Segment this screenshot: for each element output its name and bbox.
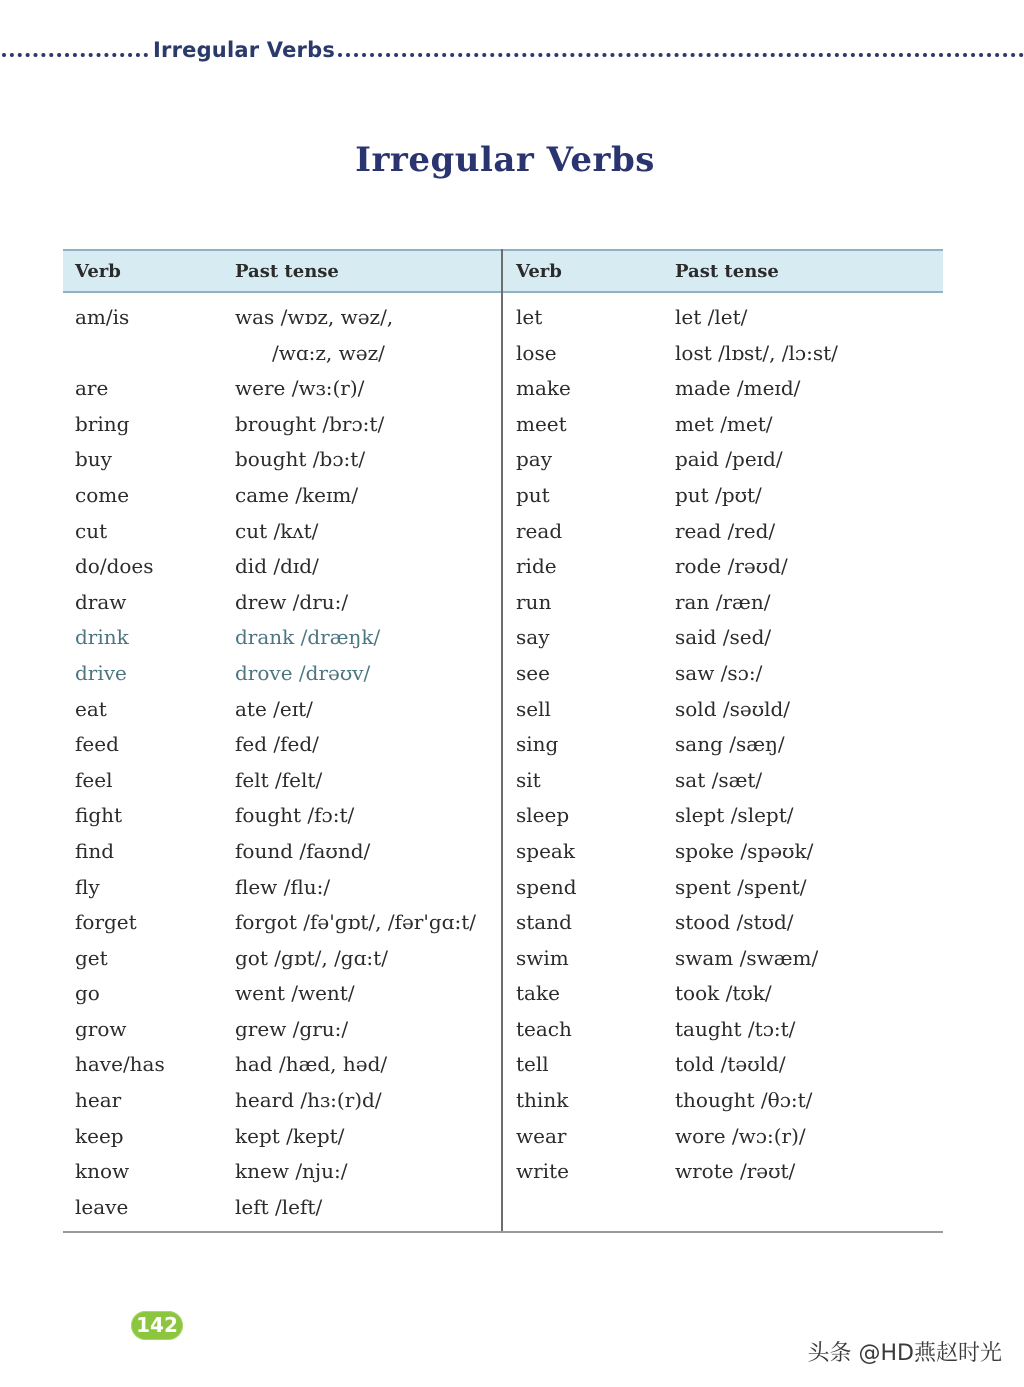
past-tense-cell: slept /slept/	[675, 803, 794, 828]
right-verb-column	[516, 302, 577, 1192]
column-header-verb-right: Verb	[516, 261, 562, 282]
past-tense-cell: saw /sɔ:/	[675, 660, 763, 685]
past-tense-cell: rode /rəʊd/	[675, 554, 788, 579]
past-tense-cell: read /red/	[675, 518, 776, 543]
past-tense-cell: got /gɒt/, /gɑ:t/	[235, 945, 388, 970]
verb-cell: meet	[516, 411, 567, 436]
past-tense-cell: sang /sæŋ/	[675, 732, 785, 757]
running-header	[0, 38, 1024, 68]
past-tense-cell: brought /brɔ:t/	[235, 411, 385, 436]
past-tense-cell: fed /fed/	[235, 732, 319, 757]
verb-cell: forget	[75, 910, 137, 935]
column-header-past-tense-right: Past tense	[675, 261, 779, 282]
dotted-rule-left	[2, 53, 148, 57]
verb-cell: leave	[75, 1194, 129, 1219]
past-tense-cell: forgot /fə'gɒt/, /fər'gɑ:t/	[235, 910, 476, 935]
verb-cell: read	[516, 518, 563, 543]
verb-cell: grow	[75, 1016, 127, 1041]
past-tense-cell: sat /sæt/	[675, 767, 763, 792]
table-header	[63, 249, 943, 293]
verb-cell: feed	[75, 732, 119, 757]
verb-cell: lose	[516, 340, 557, 365]
verb-cell: fly	[75, 874, 100, 899]
table-bottom-rule	[63, 1231, 943, 1233]
verb-cell: write	[516, 1159, 569, 1184]
past-tense-cell: were /wɜ:(r)/	[235, 376, 365, 401]
past-tense-cell: put /pʊt/	[675, 482, 762, 507]
past-tense-cell: took /tʊk/	[675, 981, 772, 1006]
past-tense-cell: knew /nju:/	[235, 1159, 348, 1184]
verb-cell: wear	[516, 1123, 567, 1148]
verb-cell: think	[516, 1088, 569, 1113]
past-tense-cell: stood /stʊd/	[675, 910, 794, 935]
verb-cell: keep	[75, 1123, 124, 1148]
watermark: 头条 @HD燕赵时光	[807, 1341, 1002, 1366]
verb-cell: see	[516, 660, 550, 685]
past-tense-cell: made /meɪd/	[675, 376, 801, 401]
verb-cell: do/does	[75, 554, 154, 579]
verb-cell: sit	[516, 767, 541, 792]
left-past-tense-column	[235, 302, 476, 1227]
past-tense-cell: met /met/	[675, 411, 773, 436]
running-header-title: Irregular Verbs	[153, 38, 336, 62]
verb-cell: make	[516, 376, 571, 401]
verb-cell: find	[75, 838, 115, 863]
verb-cell: stand	[516, 910, 572, 935]
verb-cell: get	[75, 945, 108, 970]
verb-cell: run	[516, 589, 552, 614]
verb-cell: am/is	[75, 305, 130, 329]
verb-cell	[75, 338, 165, 374]
dotted-rule-right	[338, 53, 1024, 57]
past-tense-cell: did /dɪd/	[235, 554, 319, 579]
past-tense-cell: sold /səʊld/	[675, 696, 791, 721]
past-tense-cell: /wɑ:z, wəz/	[272, 340, 385, 365]
verb-cell: tell	[516, 1052, 549, 1077]
verb-cell: feel	[75, 767, 113, 792]
verb-cell: sell	[516, 696, 551, 721]
verb-cell: drink	[75, 625, 129, 650]
past-tense-cell: taught /tɔ:t/	[675, 1016, 796, 1041]
past-tense-cell: told /təʊld/	[675, 1052, 786, 1077]
past-tense-cell: had /hæd, həd/	[235, 1052, 388, 1077]
verb-cell: pay	[516, 447, 553, 472]
past-tense-cell: drank /dræŋk/	[235, 625, 381, 650]
verb-cell: let	[516, 305, 543, 329]
past-tense-cell: came /keɪm/	[235, 482, 359, 507]
verb-cell: are	[75, 376, 109, 401]
verb-cell: sing	[516, 732, 559, 757]
verb-cell: teach	[516, 1016, 572, 1041]
past-tense-cell: thought /θɔ:t/	[675, 1088, 813, 1113]
past-tense-cell: cut /kʌt/	[235, 518, 319, 543]
past-tense-cell: ran /ræn/	[675, 589, 771, 614]
page-title: Irregular Verbs	[355, 140, 655, 180]
past-tense-cell: found /faʊnd/	[235, 838, 371, 863]
verb-cell: spend	[516, 874, 577, 899]
past-tense-cell: was /wɒz, wəz/,	[235, 305, 394, 329]
past-tense-cell: drew /dru:/	[235, 589, 349, 614]
past-tense-cell: spent /spent/	[675, 874, 807, 899]
past-tense-cell: lost /lɒst/, /lɔ:st/	[675, 340, 838, 365]
past-tense-cell: bought /bɔ:t/	[235, 447, 366, 472]
verb-cell: ride	[516, 554, 557, 579]
verb-cell: drive	[75, 660, 127, 685]
verb-cell: speak	[516, 838, 575, 863]
verb-cell: go	[75, 981, 100, 1006]
past-tense-cell: wore /wɔ:(r)/	[675, 1123, 806, 1148]
right-past-tense-column	[675, 302, 838, 1192]
past-tense-cell: said /sed/	[675, 625, 772, 650]
past-tense-cell: paid /peɪd/	[675, 447, 783, 472]
past-tense-cell: swam /swæm/	[675, 945, 819, 970]
verb-cell: come	[75, 482, 130, 507]
verb-cell: cut	[75, 518, 108, 543]
past-tense-cell: fought /fɔ:t/	[235, 803, 355, 828]
past-tense-cell: flew /flu:/	[235, 874, 331, 899]
past-tense-cell: let /let/	[675, 305, 748, 329]
irregular-verbs-table	[63, 249, 943, 1233]
column-header-past-tense-left: Past tense	[235, 261, 339, 282]
past-tense-cell: left /left/	[235, 1194, 323, 1219]
verb-cell: bring	[75, 411, 130, 436]
past-tense-cell: kept /kept/	[235, 1123, 345, 1148]
page-number-badge: 142	[131, 1311, 183, 1340]
past-tense-cell: heard /hɜ:(r)d/	[235, 1088, 382, 1113]
column-header-verb-left: Verb	[75, 261, 121, 282]
verb-cell: hear	[75, 1088, 122, 1113]
past-tense-cell: drove /drəʊv/	[235, 660, 371, 685]
past-tense-cell: went /went/	[235, 981, 355, 1006]
verb-cell: put	[516, 482, 550, 507]
past-tense-cell: grew /gru:/	[235, 1016, 349, 1041]
column-divider	[501, 249, 503, 1233]
verb-cell: say	[516, 625, 550, 650]
verb-cell: fight	[75, 803, 123, 828]
verb-cell: sleep	[516, 803, 570, 828]
past-tense-cell: felt /felt/	[235, 767, 323, 792]
verb-cell: know	[75, 1159, 130, 1184]
verb-cell: draw	[75, 589, 127, 614]
past-tense-cell: ate /eɪt/	[235, 696, 313, 721]
past-tense-cell: wrote /rəʊt/	[675, 1159, 796, 1184]
verb-cell: swim	[516, 945, 569, 970]
left-verb-column	[75, 302, 165, 1227]
verb-cell: take	[516, 981, 560, 1006]
past-tense-cell: spoke /spəʊk/	[675, 838, 814, 863]
verb-cell: have/has	[75, 1052, 165, 1077]
verb-cell: buy	[75, 447, 112, 472]
verb-cell: eat	[75, 696, 107, 721]
